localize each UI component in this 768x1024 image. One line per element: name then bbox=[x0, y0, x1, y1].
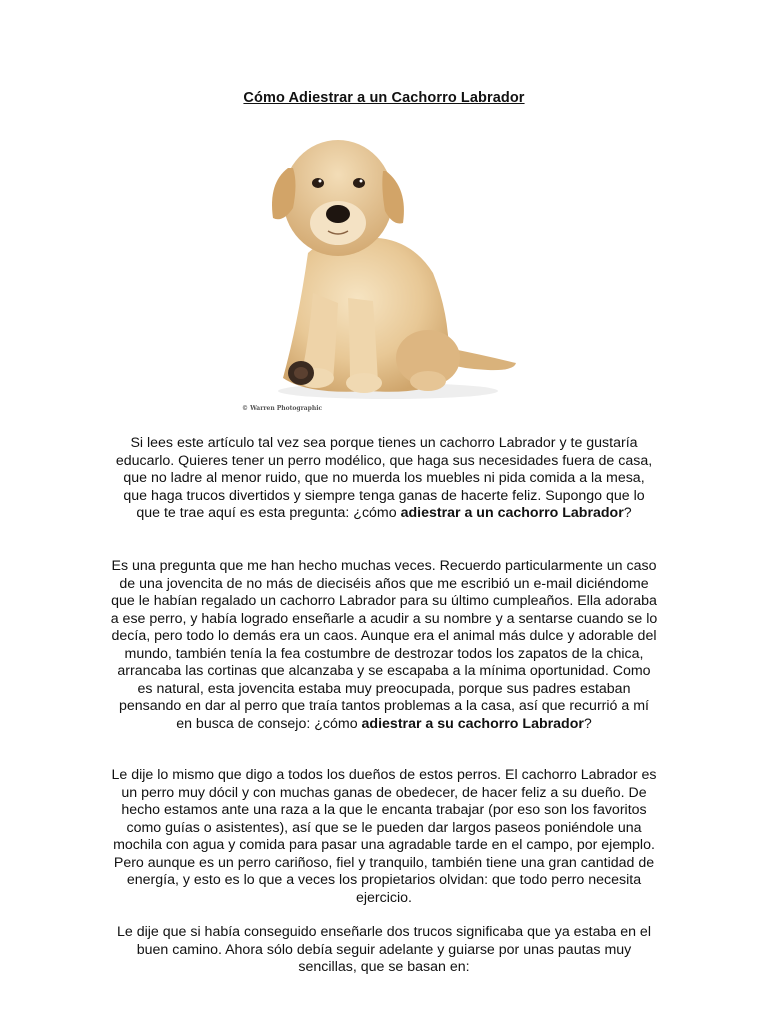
paragraph-1-bold: adiestrar a un cachorro Labrador bbox=[400, 505, 624, 521]
paragraph-2-text: Es una pregunta que me han hecho muchas veces. Recuerdo particularmente un caso de una jovencita de no más de dieciséis años que me escribió un e-mail diciéndome que le habían regalado un cachorro Labrador para su último cumpleaños. Ella adoraba a ese perro, y había logrado enseñarle a acudir a su nombre y a sentarse cuando se lo decía, pero todo lo demás era un caos. Aunque era el animal más dulce y adorable del mundo, también tenía la fea costumbre de destrozar todos los zapatos de la chica, arrancaba las cortinas que alcanzaba y se escapaba a la mínima oportunidad. Como es natural, esta jovencita estaba muy preocupada, porque sus padres estaban pensando en dar al perro que traía tantos problemas a la casa, así que recurrió a mí en busca de consejo: ¿cómo bbox=[110, 558, 658, 732]
image-credit: © Warren Photographic bbox=[242, 405, 323, 412]
page-title: Cómo Adiestrar a un Cachorro Labrador bbox=[243, 90, 525, 106]
paragraph-4: Le dije que si había conseguido enseñarle dos trucos significaba que ya estaba en el buen camino. Ahora sólo debía seguir adelante y guiarse por unas pautas muy sencillas, que se basan en: bbox=[117, 924, 651, 975]
paragraph-2-end: ? bbox=[583, 715, 592, 732]
labrador-puppy-photo bbox=[238, 123, 528, 420]
paragraph-1-end: ? bbox=[623, 505, 632, 521]
paragraph-3: Le dije lo mismo que digo a todos los dueños de estos perros. El cachorro Labrador es un perro muy dócil y con muchas ganas de obedecer, de hacer feliz a su dueño. De hecho estamos ante una raza a la que le encanta trabajar (por eso son los favoritos como guías o asistentes), así que se le pueden dar largos paseos poniéndole una mochila con agua y comida para pasar una agradable tarde en el campo, por ejemplo. Pero aunque es un perro cariñoso, fiel y tranquilo, también tiene una gran cantidad de energía, y esto es lo que a veces los propietarios olvidan: que todo perro necesita ejercicio. bbox=[111, 767, 657, 906]
paragraph-2 bbox=[110, 558, 658, 733]
paragraph-2-bold: adiestrar a su cachorro Labrador bbox=[361, 715, 584, 732]
paragraph-1 bbox=[110, 435, 658, 523]
paragraph-1-text: Si lees este artículo tal vez sea porque tienes un cachorro Labrador y te gustaría educarlo. Quieres tener un perro modélico, que haga sus necesidades fuera de casa, que no ladre al menor ruido, que no muerda los muebles ni pida comida a la mesa, que haga trucos divertidos y siempre tenga ganas de hacerte feliz. Supongo que lo que te trae aquí es esta pregunta: ¿cómo bbox=[115, 435, 653, 521]
